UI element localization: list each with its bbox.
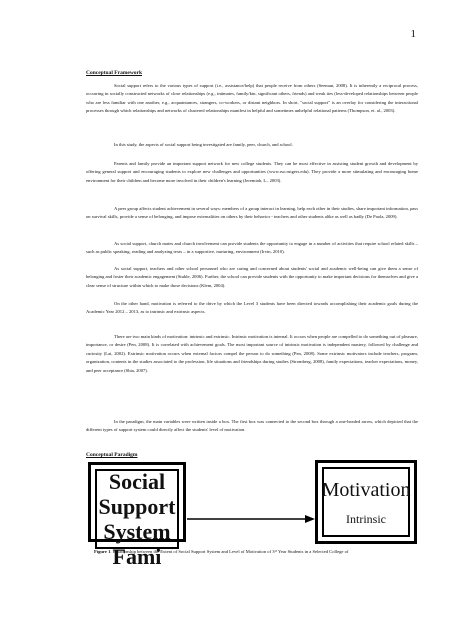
motivation-subtitle: Intrinsic [346,511,386,526]
paragraph-school: As social support, teachers and other school personnel who are caring and concerned about students' social and academic well-being can give them a sense of belonging and foster their academic engagement (Stuble, 2006). Further, the school can provide students with the opportunity to make important decisions for themselves and give a clear sense of structure within which to make those decisions (Klem, 2004). [86,266,419,288]
paragraph-aspects: In this study, the aspects of social support being investigated are family, peer, church, and school. [114,142,293,147]
social-support-line-2: Support [98,493,176,519]
paragraph-church: As social support, church mates and church involvement can provide students the opportunity to engage in a number of activities that require school related skills – such as public speaking, reading and analyzing texts – in a supportive, nurturing, environment (Irvin, 2010). [86,241,418,255]
arrow-head-icon [305,515,315,523]
paragraph-paradigm: In the paradigm, the main variables were written inside a box. The first box was connected to the second box through a one-headed arrow, which depicted that the different types of support system could directly affect the students' level of motivation. [86,419,418,433]
arrow-connector [187,514,315,524]
paragraph-peer: A peer group affects student achievement in several ways: members of a group interact in learning, help each other in their studies, share important information, pass on survival skills, provide a sense of belonging, and impose externalities on others by their behavior - teachers and other students alike as well as badly (De Paola, 2009). [86,206,418,220]
page-number: 1 [410,28,416,40]
social-support-line-3: System [103,518,171,544]
motivation-box [315,460,417,544]
motivation-box-inner [322,467,410,537]
framework-heading: Conceptual Framework [86,70,143,76]
paragraph-motivation: On the other hand, motivation is referred to the drive by which the Level 3 students have been directed towards accomplishing their academic goals during the Academic Year 2012 – 2013, as to intrinsic and extrinsic aspects. [86,301,418,315]
social-support-line-1: Social [108,468,166,494]
figure-caption-text: . Relationship between the Extent of Social Support System and Level of Motivation of 3ʳᵈ Year Students in a Selected College of [110,549,349,554]
social-support-line-4: Fami [112,543,162,569]
motivation-title: Motivation [321,478,411,501]
paragraph-motivation-kinds: There are two main kinds of motivation: intrinsic and extrinsic. Intrinsic motivation is internal. It occurs when people are compelled to do something out of pleasure, importance, or desire (Pen, 2008). It is correlated with achievement goals. The most important source of intrinsic motivation is independent mastery, followed by challenge and curiosity (Lai, 2002). Extrinsic motivation occurs when external factors compel the person to do something (Pen, 2008). Some extrinsic motivators include teachers, program, organization, contents in the studies associated to the profession, life situations and friendships during studies (Stromberg, 2008), family expectations, teacher expectations, money, and peer acceptance (Shia, 2007). [86,334,418,373]
figure-caption [94,548,424,555]
paragraph-family: Parents and family provide an important support network for new college students. They can be most effective in assisting student growth and development by offering general support and encouraging students to explore new challenges and opportunities (www.rso.rutgers.edu). They provide a more stimulating and encouraging home environment for their children and become more involved in their children's learning (Jeremiah, L., 2003). [86,161,418,183]
paradigm-heading: Conceptual Paradigm [86,452,138,458]
figure-label: Figure 1 [94,549,111,554]
paragraph-social-support: Social support refers to the various types of support (i.e., assistance/help) that people receive from others (Seeman, 2008). It is inherently a reciprocal process, occurring in socially constructed networks of close relationships (e.g., intimates, family/kin, significant others, friends) and weak ties (less-developed relationships between people who are less familiar with one another, e.g., acquaintances, strangers, co-workers, or distant neighbors. In short, "social support" is an overlay for considering the interactional processes through which relationships and networks of clustered relationships manifest in helpful and sometimes unhelpful relational patterns (Thompson, et. al., 2003). [86,83,418,114]
